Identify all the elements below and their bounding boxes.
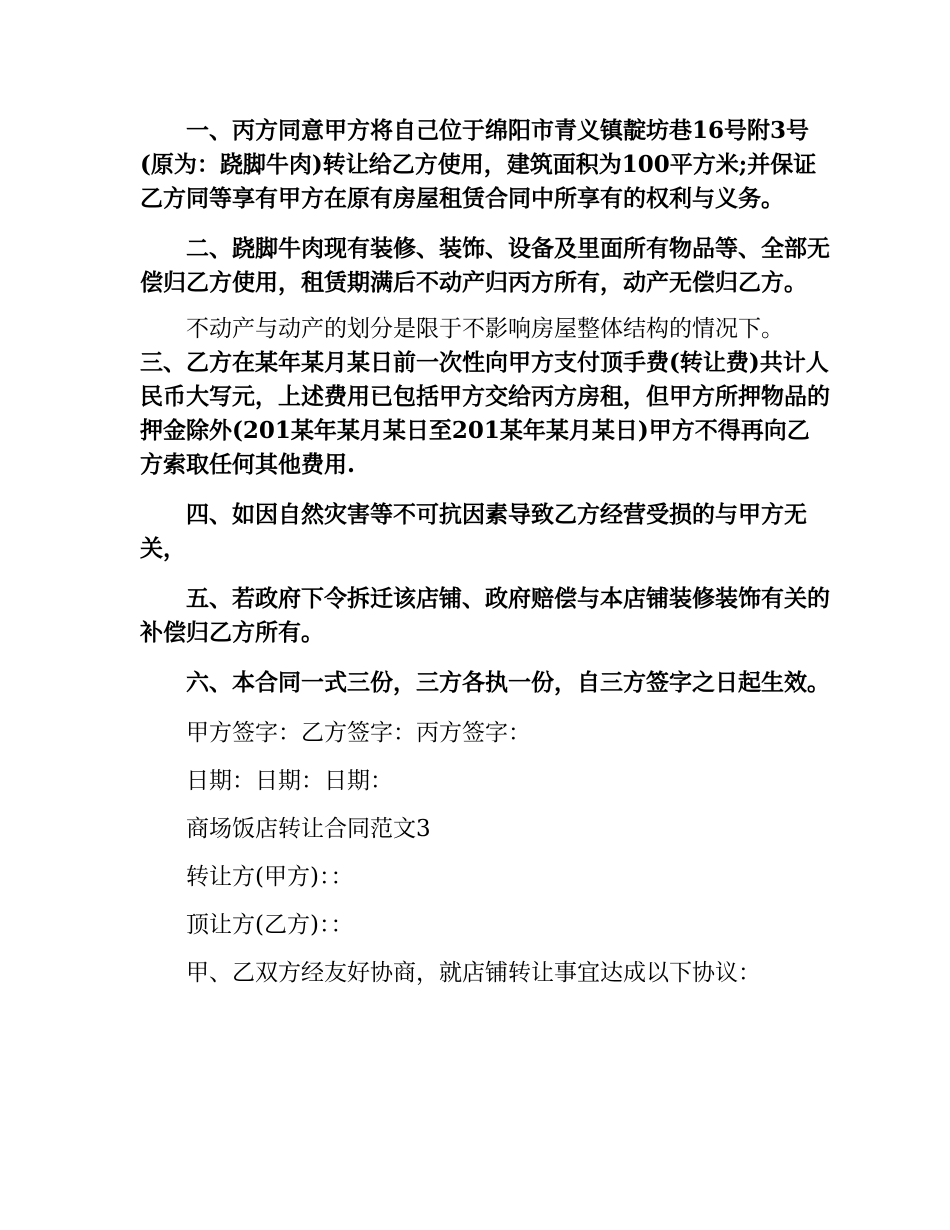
- section-title: 商场饭店转让合同范文3: [186, 816, 431, 842]
- clause-five: 五、若政府下令拆迁该店铺、政府赔偿与本店铺装修装饰有关的补偿归乙方所有。: [140, 585, 830, 646]
- clause-one: 一、丙方同意甲方将自己位于绵阳市青义镇靛坊巷16号附3号(原为：跷脚牛肉)转让给乙方使用，建筑面积为100平方米;并保证乙方同等享有甲方在原有房屋租赁合同中所享有的权利与义务。: [140, 117, 817, 212]
- contract-text: [140, 114, 830, 1004]
- clause-three: 三、乙方在某年某月某日前一次性向甲方支付顶手费(转让费)共计人民币大写元，上述费用已包括甲方交给丙方房租，但甲方所押物品的押金除外(201某年某月某日至201某年某月某日)甲方不得再向乙方索取任何其他费用.: [140, 349, 830, 478]
- transferee-line: 顶让方(乙方)：：: [186, 912, 354, 938]
- date-line: 日期：日期：日期：: [186, 768, 393, 794]
- clause-four: 四、如因自然灾害等不可抗因素导致乙方经营受损的与甲方无关，: [140, 501, 807, 562]
- clause-two: 二、跷脚牛肉现有装修、装饰、设备及里面所有物品等、全部无偿归乙方使用，租赁期满后不动产归丙方所有，动产无偿归乙方。: [140, 235, 830, 296]
- transferor-line: 转让方(甲方)：：: [186, 864, 354, 890]
- clause-six: 六、本合同一式三份，三方各执一份，自三方签字之日起生效。: [186, 669, 830, 696]
- property-division-note: 不动产与动产的划分是限于不影响房屋整体结构的情况下。: [186, 316, 784, 342]
- signature-line: 甲方签字：乙方签字：丙方签字：: [186, 720, 531, 746]
- agreement-intro: 甲、乙双方经友好协商，就店铺转让事宜达成以下协议：: [186, 960, 761, 986]
